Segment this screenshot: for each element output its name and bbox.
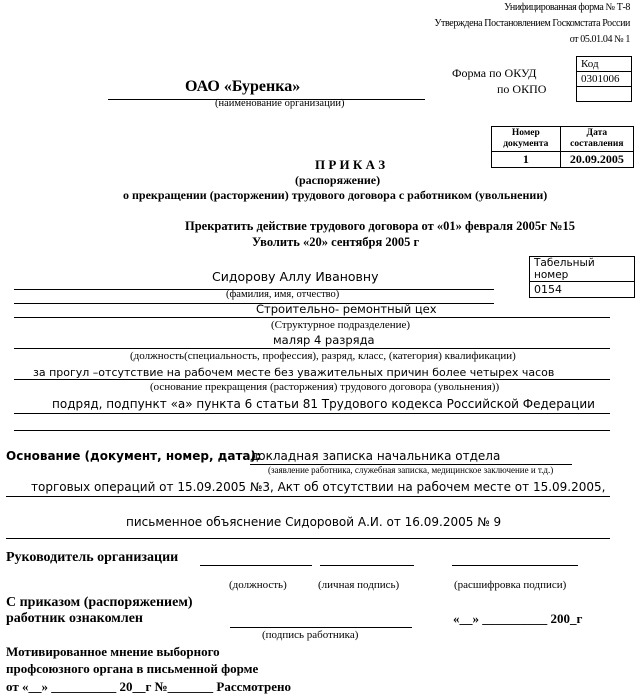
head-position-line [200, 565, 312, 566]
tab-number-value: 0154 [530, 282, 635, 298]
reason-article: подряд, подпункт «а» пункта 6 статьи 81 Трудового кодекса Российской Федерации [52, 397, 595, 411]
order-subtitle: (распоряжение) [295, 173, 381, 187]
doc-date-header: Дата составления [560, 127, 633, 152]
document-table [491, 126, 634, 168]
union-line-3: от «__» __________ 20__г №_______ Рассмотрено [6, 679, 291, 694]
position-caption-sign: (должность) [229, 579, 287, 591]
form-title: Унифицированная форма № Т-8 [504, 2, 630, 13]
worker-signature-caption: (подпись работника) [262, 629, 359, 641]
reason-line [14, 379, 610, 380]
head-signature-line [320, 565, 414, 566]
basis-caption: (заявление работника, служебная записка, медицинское заключение и т.д.) [268, 465, 554, 475]
basis-line-2: торговых операций от 15.09.2005 №3, Акт об отсутствии на рабочем месте от 15.09.2005, [31, 480, 606, 494]
approval-date: от 05.01.04 № 1 [569, 34, 630, 45]
basis-line-3: письменное объяснение Сидоровой А.И. от 16.09.2005 № 9 [126, 515, 502, 529]
department-line [14, 317, 610, 318]
signature-caption: (личная подпись) [318, 579, 400, 591]
ack-label-1: С приказом (распоряжением) [6, 595, 193, 610]
employee-name-caption: (фамилия, имя, отчество) [226, 289, 340, 300]
doc-number-header: Номер документа [492, 127, 561, 152]
basis-value: докладная записка начальника отдела [250, 449, 501, 463]
employee-name: Сидорову Аллу Ивановну [212, 269, 379, 284]
contract-line: Прекратить действие трудового договора от «01» февраля 2005г №15 [185, 219, 575, 233]
organization-caption: (наименование организации) [215, 98, 345, 109]
organization-name: ОАО «Буренка» [185, 78, 301, 95]
approval-text: Утверждена Постановлением Госкомстата России [434, 18, 630, 29]
ack-date: «__» __________ 200_г [453, 611, 583, 626]
basis-underline-2 [6, 496, 610, 497]
worker-signature-line [230, 627, 412, 628]
order-title: П Р И К А З [315, 157, 386, 172]
reason-text: за прогул –отсутствие на рабочем месте без уважительных причин более четырех часов [33, 366, 555, 379]
doc-number-value: 1 [492, 152, 561, 168]
blank-line-2 [14, 430, 610, 431]
head-decode-line [452, 565, 578, 566]
dismiss-line: Уволить «20» сентября 2005 г [252, 235, 420, 249]
codes-table [576, 56, 632, 102]
okud-label: Форма по ОКУД [452, 66, 537, 80]
doc-date-value: 20.09.2005 [560, 152, 633, 168]
basis-label: Основание (документ, номер, дата): [6, 449, 261, 463]
basis-underline-3 [6, 538, 610, 539]
union-line-1: Мотивированное мнение выборного [6, 644, 220, 659]
reason-caption: (основание прекращения (расторжения) трудового договора (увольнения)) [150, 381, 500, 393]
article-line [14, 413, 610, 414]
tab-number-label: Табельный номер [530, 257, 635, 282]
order-description: о прекращении (расторжении) трудового договора с работником (увольнении) [123, 188, 548, 202]
head-label: Руководитель организации [6, 550, 179, 565]
tab-number-table [529, 256, 635, 298]
position-value: маляр 4 разряда [273, 333, 375, 347]
department-caption: (Структурное подразделение) [271, 319, 411, 331]
union-line-2: профсоюзного органа в письменной форме [6, 661, 259, 676]
codes-header: Код [577, 57, 632, 72]
position-line [14, 348, 610, 349]
decode-caption: (расшифровка подписи) [454, 579, 567, 591]
ack-label-2: работник ознакомлен [6, 611, 143, 626]
okpo-label: по ОКПО [497, 82, 547, 96]
okpo-value [577, 87, 632, 102]
okud-value: 0301006 [577, 72, 632, 87]
department-value: Строительно- ремонтный цех [256, 302, 437, 316]
position-caption: (должность(специальность, профессия), разряд, класс, (категория) квалификации) [130, 350, 516, 362]
